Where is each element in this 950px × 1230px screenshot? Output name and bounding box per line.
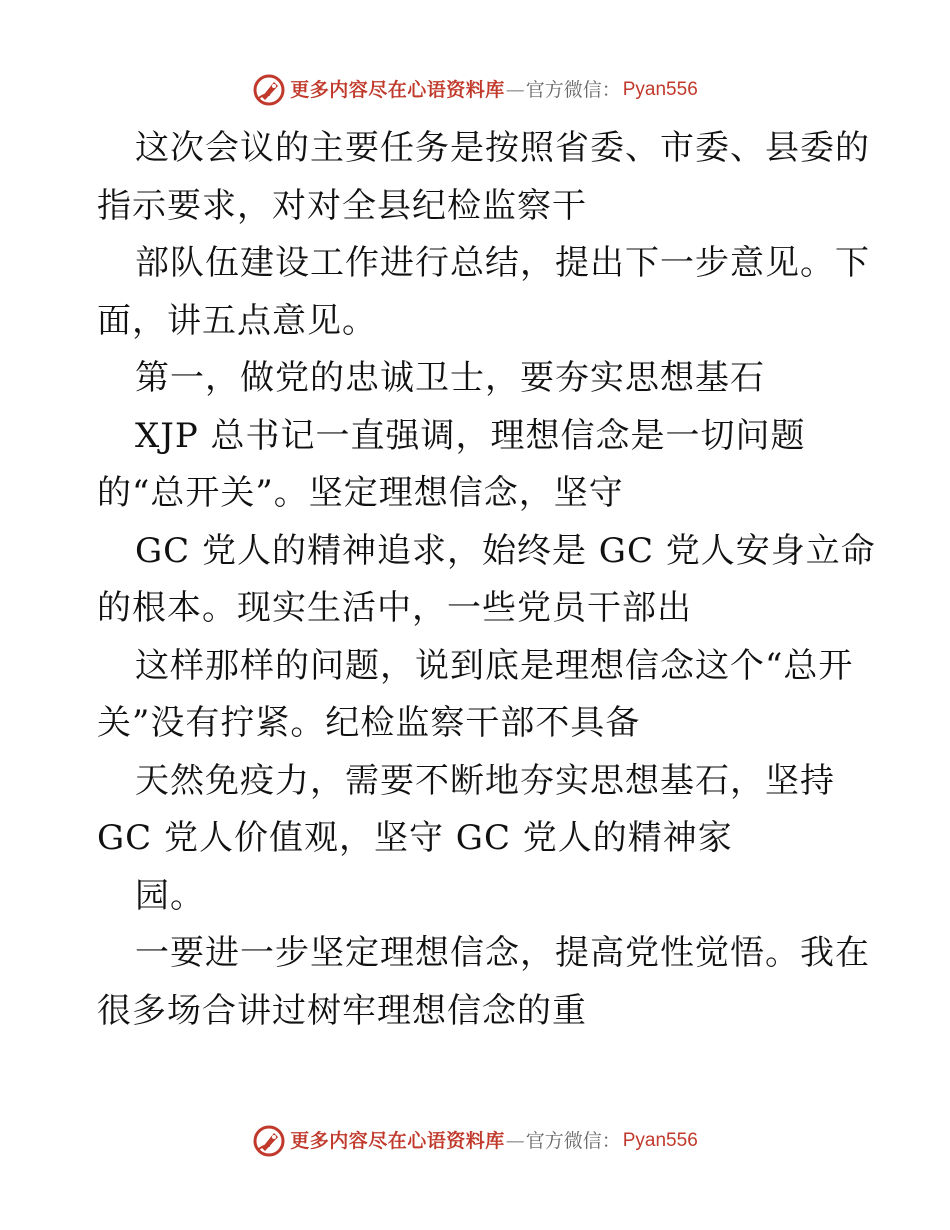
watermark-wechat-id: Pyan556 (622, 1130, 698, 1151)
watermark-site-text: 更多内容尽在心语资料库 (290, 1130, 505, 1152)
body-line: 天然免疫力，需要不断地夯实思想基石，坚持 (135, 760, 835, 801)
body-line: 这样那样的问题，说到底是理想信念这个“总开 (135, 645, 854, 686)
pen-nib-logo-icon (252, 73, 286, 107)
watermark-dash: — (505, 1130, 525, 1152)
body-line: 面，讲五点意见。 (97, 300, 377, 341)
body-line: 一要进一步坚定理想信念，提高党性觉悟。我在 (135, 933, 870, 973)
watermark-wechat-label: 官方微信： (525, 1130, 621, 1152)
footer-watermark (0, 1121, 950, 1161)
section-heading: 第一，做党的忠诚卫士，要夯实思想基石 (135, 358, 765, 398)
body-line: 指示要求，对对全县纪检监察干 (97, 185, 587, 226)
pen-nib-logo-icon (252, 1124, 286, 1158)
body-line: 很多场合讲过树牢理想信念的重 (97, 990, 587, 1031)
header-watermark (0, 70, 950, 110)
body-line: 的根本。现实生活中，一些党员干部出 (97, 588, 692, 628)
body-line: GC 党人的精神追求，始终是 GC 党人安身立命 (135, 530, 876, 571)
body-line: 这次会议的主要任务是按照省委、市委、县委的 (135, 128, 870, 168)
watermark-dash: — (505, 79, 525, 101)
document-body (97, 120, 876, 1040)
body-line: XJP 总书记一直强调，理想信念是一切问题 (135, 415, 806, 456)
watermark-wechat-id: Pyan556 (622, 79, 698, 100)
watermark-site-text: 更多内容尽在心语资料库 (290, 79, 505, 101)
body-line: 园。 (135, 875, 205, 916)
body-line: GC 党人价值观，坚守 GC 党人的精神家 (97, 818, 733, 858)
body-line: 关”没有拧紧。纪检监察干部不具备 (97, 703, 641, 743)
body-line: 的“总开关”。坚定理想信念，坚守 (97, 473, 624, 513)
watermark-wechat-label: 官方微信： (525, 79, 621, 101)
body-line: 部队伍建设工作进行总结，提出下一步意见。下 (135, 243, 870, 283)
